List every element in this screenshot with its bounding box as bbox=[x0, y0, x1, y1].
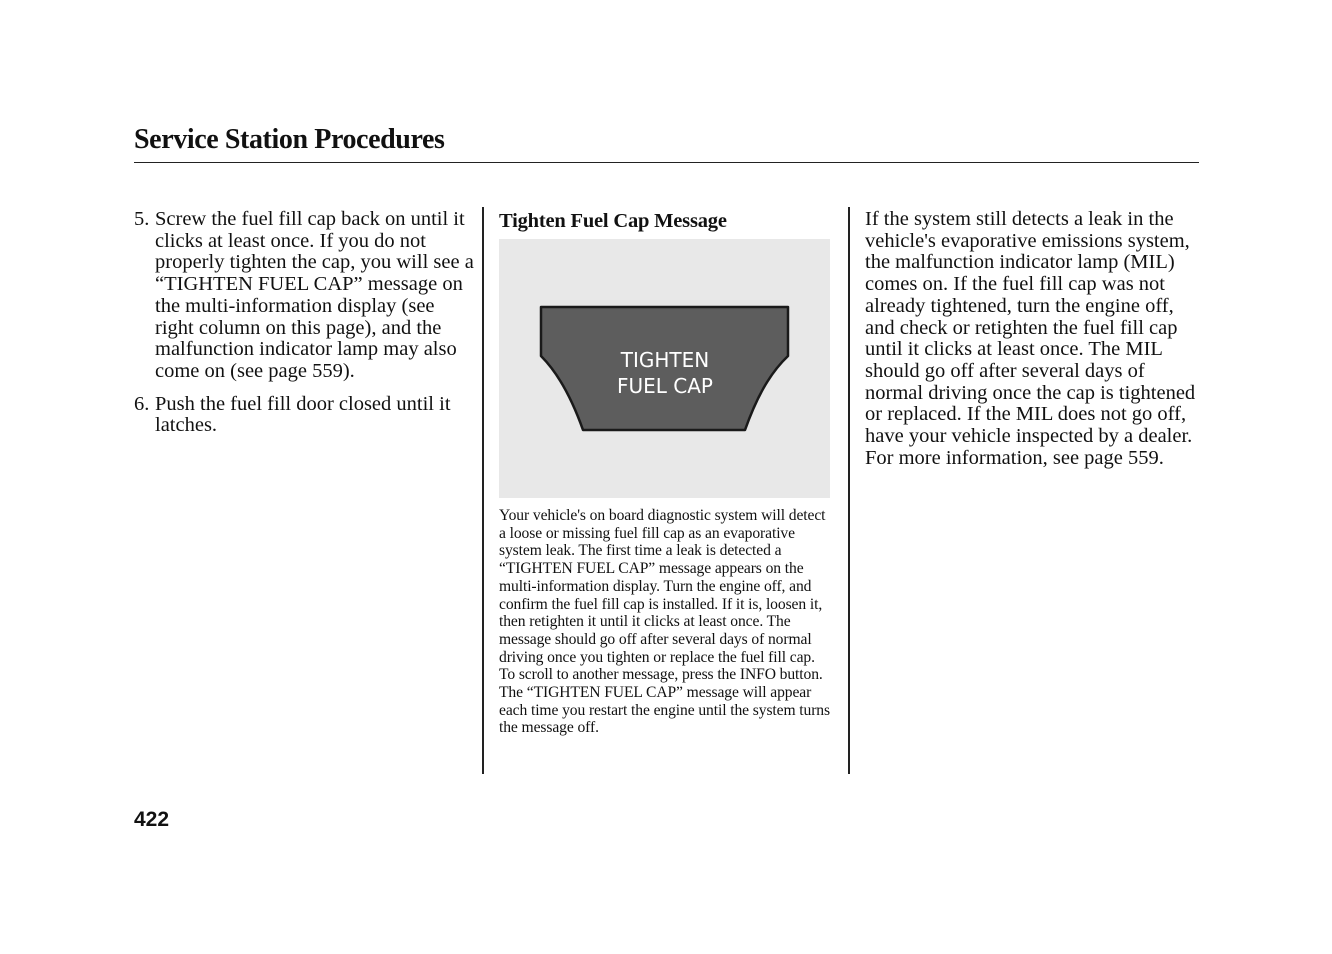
title-divider bbox=[134, 162, 1199, 163]
display-text-line1: TIGHTEN bbox=[620, 348, 710, 372]
column-divider-right bbox=[848, 207, 850, 774]
multi-information-display-icon bbox=[499, 239, 830, 498]
message-column bbox=[499, 209, 833, 737]
step-number: 5. bbox=[134, 208, 150, 230]
page-number: 422 bbox=[134, 808, 170, 831]
mil-info-column bbox=[865, 209, 1197, 469]
step-text: Push the fuel fill door closed until it latches. bbox=[155, 392, 451, 437]
step-item bbox=[134, 209, 474, 383]
step-text: Screw the fuel fill cap back on until it clicks at least once. If you do not properly tighten the cap, you will see a “TIGHTEN FUEL CAP” message on the multi-information display (see right column on this page), and the malfunction indicator lamp may also come on (see page 559). bbox=[155, 208, 474, 382]
mil-info-paragraph: If the system still detects a leak in the vehicle's evaporative emissions system, the malfunction indicator lamp (MIL) comes on. If the fuel fill cap was not already tightened, turn the engine off, and check or retighten the fuel fill cap until it clicks at least once. The MIL should go off after several days of normal driving once the cap is tightened or replaced. If the MIL does not go off, have your vehicle inspected by a dealer. For more information, see page 559. bbox=[865, 208, 1196, 469]
step-number: 6. bbox=[134, 392, 150, 415]
display-illustration bbox=[499, 239, 830, 498]
page-title: Service Station Procedures bbox=[134, 124, 445, 155]
column-divider-left bbox=[482, 207, 484, 774]
figure-caption: Your vehicle's on board diagnostic system will detect a loose or missing fuel fill cap as an evaporative system leak. The first time a leak is detected a “TIGHTEN FUEL CAP” message appears on the multi-information display. Turn the engine off, and confirm the fuel fill cap is installed. If it is, loosen it, then retighten it until it clicks at least once. The message should go off after several days of normal driving once you tighten or replace the fuel fill cap. To scroll to another message, press the INFO button. The “TIGHTEN FUEL CAP” message will appear each time you restart the engine until the system turns the message off. bbox=[499, 507, 830, 737]
display-text-line2: FUEL CAP bbox=[617, 374, 713, 398]
section-heading: Tighten Fuel Cap Message bbox=[499, 210, 727, 232]
step-item bbox=[134, 394, 474, 437]
steps-column bbox=[134, 209, 474, 448]
